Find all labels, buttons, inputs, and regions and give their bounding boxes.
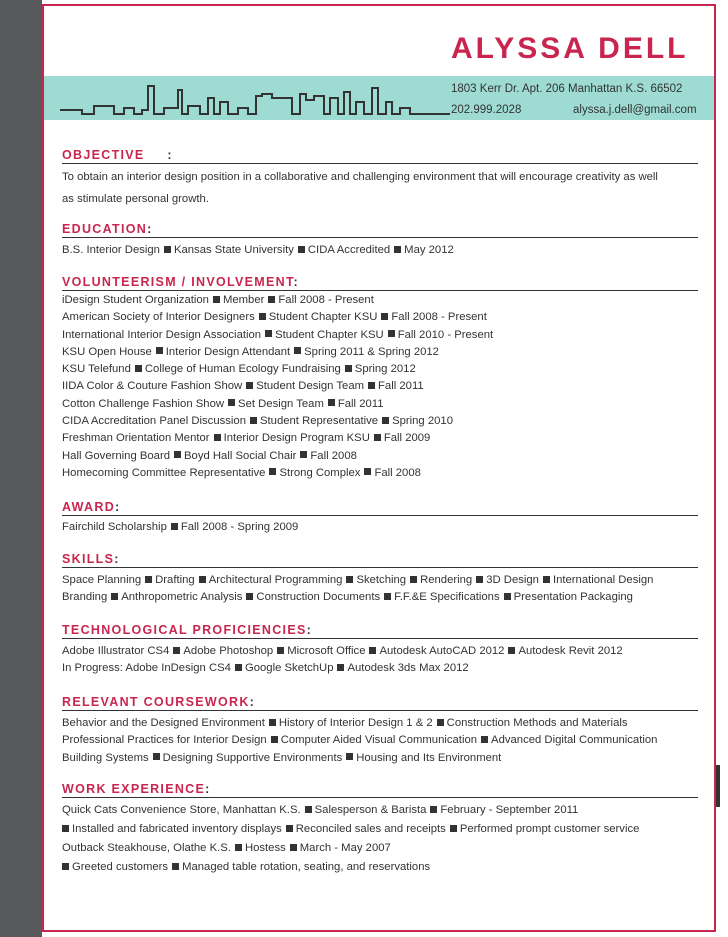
- volunteer-line: [62, 327, 698, 344]
- item-text: Performed prompt customer service: [459, 823, 640, 835]
- item-text: March - May 2007: [299, 842, 391, 854]
- phone: 202.999.2028: [451, 104, 522, 116]
- bullet-square-icon: [337, 664, 344, 671]
- item-text: Building Systems: [62, 751, 149, 764]
- item-text: Drafting: [155, 574, 195, 586]
- coursework-line: [62, 715, 698, 732]
- item-text: Autodesk 3ds Max 2012: [347, 662, 469, 675]
- item-text: Presentation Packaging: [513, 591, 633, 604]
- bullet-square-icon: [172, 863, 179, 870]
- item-text: American Society of Interior Designers: [62, 311, 255, 324]
- objective-heading: [62, 148, 698, 164]
- address: 1803 Kerr Dr. Apt. 206 Manhattan K.S. 66502: [451, 83, 683, 95]
- item-text: B.S. Interior Design: [62, 244, 160, 256]
- item-text: Professional Practices for Interior Design: [62, 734, 267, 747]
- item-text: May 2012: [404, 244, 454, 256]
- bullet-square-icon: [481, 736, 488, 743]
- item-text: Fall 2009: [383, 432, 431, 445]
- work-section: [62, 782, 698, 877]
- item-text: Cotton Challenge Fashion Show: [62, 397, 225, 410]
- applicant-name: ALYSSA DELL: [451, 32, 689, 65]
- item-text: F.F.&E Specifications: [394, 591, 500, 604]
- item-text: Strong Complex: [279, 466, 361, 479]
- bullet-square-icon: [374, 434, 381, 441]
- bullet-square-icon: [145, 576, 152, 583]
- bullet-square-icon: [265, 330, 272, 337]
- bullet-square-icon: [111, 593, 118, 600]
- item-text: Boyd Hall Social Chair: [184, 449, 297, 462]
- email: alyssa.j.dell@gmail.com: [573, 104, 697, 116]
- item-text: Advanced Digital Communication: [491, 734, 658, 747]
- award-heading-text: AWARD: [62, 500, 116, 514]
- item-text: Construction Documents: [256, 591, 381, 604]
- bullet-square-icon: [346, 576, 353, 583]
- item-text: Fall 2008: [310, 449, 357, 462]
- bullet-square-icon: [382, 417, 389, 424]
- item-text: Branding: [62, 591, 108, 604]
- item-text: Outback Steakhouse, Olathe K.S.: [62, 842, 231, 854]
- item-text: International Interior Design Association: [62, 328, 262, 341]
- volunteer-line: [62, 448, 698, 465]
- skills-line: [62, 589, 698, 606]
- volunteer-section: [62, 275, 698, 482]
- item-text: Fall 2008 - Present: [391, 311, 487, 324]
- bullet-square-icon: [430, 806, 437, 813]
- bullet-square-icon: [235, 844, 242, 851]
- item-text: Fall 2011: [337, 397, 384, 410]
- item-text: Autodesk Revit 2012: [518, 645, 623, 657]
- coursework-line: [62, 750, 698, 767]
- right-edge-mark: [716, 765, 720, 807]
- item-text: Rendering: [420, 574, 473, 586]
- item-text: Construction Methods and Materials: [446, 717, 628, 729]
- item-text: Behavior and the Designed Environment: [62, 717, 265, 729]
- skills-section: [62, 552, 698, 607]
- item-text: Architectural Programming: [208, 574, 343, 586]
- objective-heading-text: OBJECTIVE: [62, 148, 145, 162]
- bullet-square-icon: [246, 593, 253, 600]
- bullet-square-icon: [305, 806, 312, 813]
- bullet-square-icon: [173, 647, 180, 654]
- item-text: Interior Design Attendant: [165, 345, 291, 358]
- item-text: Space Planning: [62, 574, 142, 586]
- item-text: Fall 2008 - Spring 2009: [180, 521, 299, 533]
- item-text: February - September 2011: [440, 804, 579, 816]
- item-text: Fall 2008 - Present: [278, 294, 374, 306]
- work-employer-line: [62, 801, 698, 820]
- tech-heading-text: TECHNOLOGICAL PROFICIENCIES: [62, 623, 307, 637]
- bullet-square-icon: [286, 825, 293, 832]
- bullet-square-icon: [259, 313, 266, 320]
- bullet-square-icon: [290, 844, 297, 851]
- tech-heading-colon: :: [306, 623, 313, 637]
- item-text: Student Chapter KSU: [275, 328, 384, 341]
- tech-section: [62, 623, 698, 678]
- bullet-square-icon: [346, 753, 353, 760]
- objective-text: To obtain an interior design position in a collaborative and challenging environment that will encourage creativity as well as stimulate personal growth.: [62, 171, 658, 205]
- item-text: 3D Design: [486, 574, 539, 586]
- item-text: Anthropometric Analysis: [121, 591, 243, 604]
- bullet-square-icon: [298, 246, 305, 253]
- work-employer-line: [62, 839, 698, 858]
- item-text: Hall Governing Board: [62, 449, 171, 462]
- objective-section: [62, 148, 698, 210]
- bullet-square-icon: [246, 382, 253, 389]
- item-text: Student Representative: [259, 415, 379, 428]
- objective-heading-colon: :: [167, 148, 173, 162]
- item-text: KSU Open House: [62, 345, 152, 358]
- volunteer-line: [62, 378, 698, 395]
- bullet-square-icon: [235, 664, 242, 671]
- bullet-square-icon: [153, 753, 160, 760]
- bullet-square-icon: [369, 647, 376, 654]
- bullet-square-icon: [268, 296, 275, 303]
- item-text: In Progress: Adobe InDesign CS4: [62, 662, 231, 675]
- left-sidebar-band: [0, 0, 42, 937]
- volunteer-heading: [62, 275, 698, 291]
- bullet-square-icon: [214, 434, 221, 441]
- bullet-square-icon: [62, 825, 69, 832]
- bullet-square-icon: [62, 863, 69, 870]
- bullet-square-icon: [228, 399, 235, 406]
- bullet-square-icon: [381, 313, 388, 320]
- item-text: Student Chapter KSU: [268, 311, 378, 324]
- coursework-section: [62, 695, 698, 767]
- work-heading-colon: :: [205, 782, 211, 796]
- bullet-square-icon: [156, 347, 163, 354]
- volunteer-line: [62, 292, 698, 309]
- bullet-square-icon: [277, 647, 284, 654]
- work-heading-text: WORK EXPERIENCE: [62, 782, 206, 796]
- award-section: [62, 500, 698, 536]
- bullet-square-icon: [543, 576, 550, 583]
- item-text: Interior Design Program KSU: [223, 432, 370, 445]
- bullet-square-icon: [364, 468, 371, 475]
- volunteer-heading-text: VOLUNTEERISM / INVOLVEMENT: [62, 275, 294, 289]
- item-text: Salesperson & Barista: [314, 804, 427, 816]
- item-text: Spring 2012: [354, 363, 416, 376]
- award-heading: [62, 500, 698, 516]
- item-text: Installed and fabricated inventory displays: [72, 823, 282, 835]
- item-text: Sketching: [356, 574, 407, 586]
- bullet-square-icon: [437, 719, 444, 726]
- item-text: Quick Cats Convenience Store, Manhattan K.S.: [62, 804, 301, 816]
- item-text: Designing Supportive Environments: [162, 751, 343, 764]
- tech-line: [62, 660, 698, 677]
- item-text: Member: [222, 294, 265, 306]
- item-text: Fall 2011: [378, 380, 424, 393]
- item-text: Managed table rotation, seating, and reservations: [182, 861, 431, 873]
- item-text: Kansas State University: [173, 244, 294, 256]
- item-text: IIDA Color & Couture Fashion Show: [62, 380, 243, 393]
- volunteer-line: [62, 396, 698, 413]
- bullet-square-icon: [450, 825, 457, 832]
- tech-line: [62, 643, 698, 660]
- coursework-heading: [62, 695, 698, 711]
- work-duties-line: [62, 858, 698, 877]
- bullet-square-icon: [504, 593, 511, 600]
- item-text: Autodesk AutoCAD 2012: [379, 645, 505, 657]
- skills-line: [62, 572, 698, 589]
- item-text: Fall 2010 - Present: [397, 328, 494, 341]
- award-heading-colon: :: [115, 500, 121, 514]
- item-text: Adobe Illustrator CS4: [62, 645, 170, 657]
- volunteer-line: [62, 344, 698, 361]
- item-text: Reconciled sales and receipts: [295, 823, 446, 835]
- bullet-square-icon: [388, 330, 395, 337]
- item-text: Fairchild Scholarship: [62, 521, 167, 533]
- coursework-line: [62, 732, 698, 749]
- bullet-square-icon: [174, 451, 181, 458]
- item-text: iDesign Student Organization: [62, 294, 209, 306]
- item-text: Adobe Photoshop: [183, 645, 274, 657]
- education-section: [62, 222, 698, 259]
- bullet-square-icon: [328, 399, 335, 406]
- bullet-square-icon: [250, 417, 257, 424]
- item-text: Microsoft Office: [287, 645, 366, 657]
- item-text: History of Interior Design 1 & 2: [278, 717, 433, 729]
- work-heading: [62, 782, 698, 798]
- bullet-square-icon: [269, 468, 276, 475]
- bullet-square-icon: [384, 593, 391, 600]
- item-text: Housing and Its Environment: [356, 751, 502, 764]
- bullet-square-icon: [394, 246, 401, 253]
- bullet-square-icon: [213, 296, 220, 303]
- skills-heading-colon: :: [114, 552, 120, 566]
- volunteer-line: [62, 430, 698, 447]
- bullet-square-icon: [476, 576, 483, 583]
- item-text: Fall 2008: [374, 466, 421, 479]
- coursework-heading-colon: :: [249, 695, 256, 709]
- item-text: Spring 2011 & Spring 2012: [304, 345, 439, 358]
- skills-heading: [62, 552, 698, 568]
- item-text: KSU Telefund: [62, 363, 131, 376]
- volunteer-heading-colon: :: [293, 275, 299, 289]
- item-text: International Design: [552, 574, 654, 586]
- skyline-graphic: [60, 84, 450, 120]
- item-text: Set Design Team: [238, 397, 324, 410]
- volunteer-line: [62, 309, 698, 326]
- bullet-square-icon: [345, 365, 352, 372]
- bullet-square-icon: [135, 365, 142, 372]
- bullet-square-icon: [294, 347, 301, 354]
- item-text: CIDA Accreditation Panel Discussion: [62, 415, 246, 428]
- item-text: Hostess: [244, 842, 286, 854]
- item-text: CIDA Accredited: [307, 244, 391, 256]
- bullet-square-icon: [171, 523, 178, 530]
- item-text: Spring 2010: [392, 415, 453, 428]
- item-text: Student Design Team: [256, 380, 365, 393]
- item-text: Greeted customers: [72, 861, 169, 873]
- education-heading-colon: :: [147, 222, 153, 236]
- skills-heading-text: SKILLS: [62, 552, 115, 566]
- item-text: Computer Aided Visual Communication: [280, 734, 478, 747]
- education-line: [62, 242, 698, 259]
- education-heading: [62, 222, 698, 238]
- bullet-square-icon: [368, 382, 375, 389]
- item-text: College of Human Ecology Fundraising: [144, 363, 341, 376]
- bullet-square-icon: [271, 736, 278, 743]
- bullet-square-icon: [164, 246, 171, 253]
- bullet-square-icon: [300, 451, 307, 458]
- volunteer-line: [62, 465, 698, 482]
- item-text: Homecoming Committee Representative: [62, 466, 266, 479]
- tech-heading: [62, 623, 698, 639]
- bullet-square-icon: [199, 576, 206, 583]
- item-text: Freshman Orientation Mentor: [62, 432, 210, 445]
- volunteer-line: [62, 413, 698, 430]
- volunteer-line: [62, 361, 698, 378]
- bullet-square-icon: [410, 576, 417, 583]
- education-heading-text: EDUCATION: [62, 222, 148, 236]
- coursework-heading-text: RELEVANT COURSEWORK: [62, 695, 250, 709]
- award-line: [62, 519, 698, 536]
- bullet-square-icon: [508, 647, 515, 654]
- item-text: Google SketchUp: [244, 662, 334, 675]
- work-duties-line: [62, 820, 698, 839]
- bullet-square-icon: [269, 719, 276, 726]
